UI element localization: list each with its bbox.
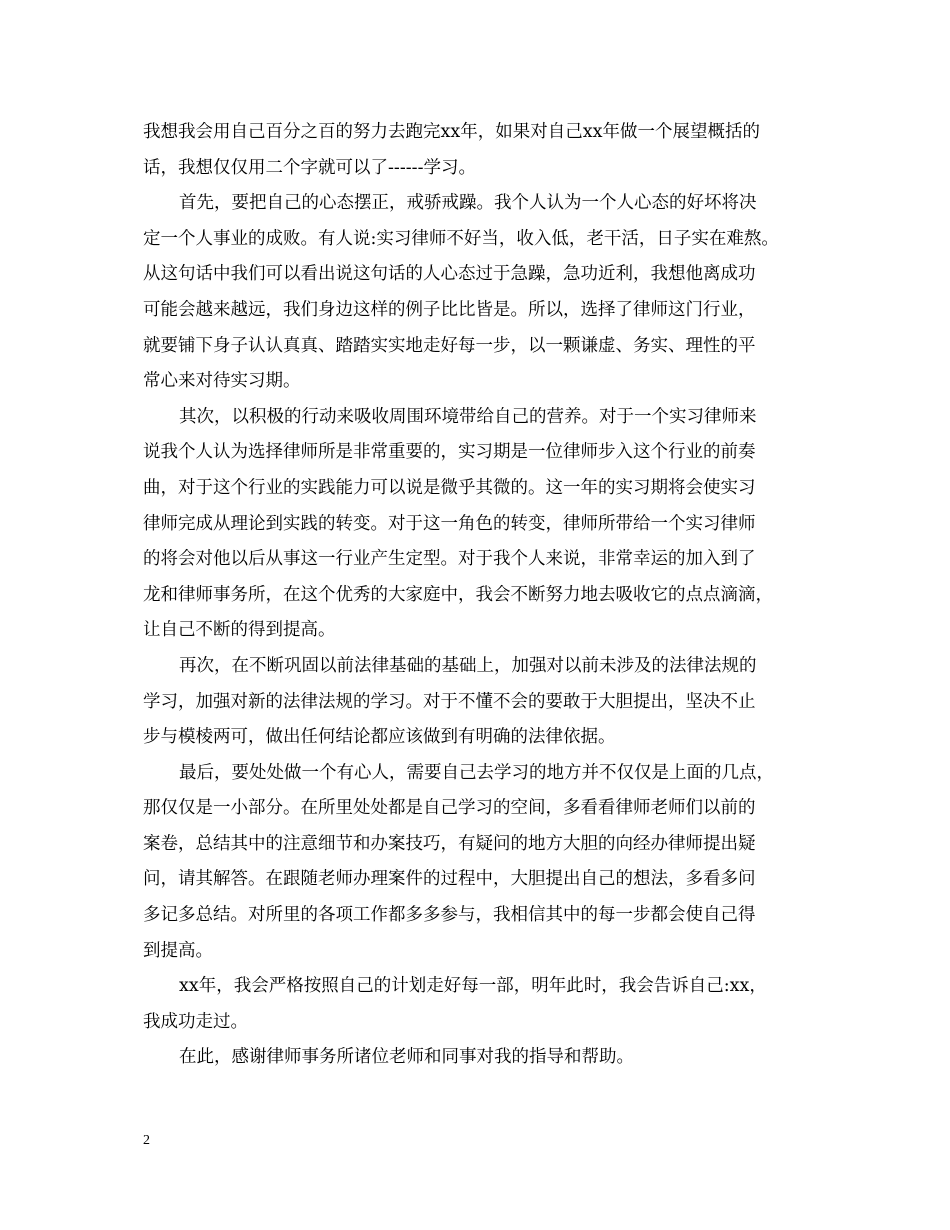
text-line-20: 那仅仅是一小部分。在所里处处都是自己学习的空间，多看看律师老师们以前的 (143, 798, 756, 819)
text-line-23: 多记多总结。对所里的各项工作都多多参与，我相信其中的每一步都会使自己得 (143, 905, 756, 926)
text-line-7: 就要铺下身子认认真真、踏踏实实地走好每一步，以一颗谦虚、务实、理性的平 (143, 335, 756, 356)
text-line-10: 说我个人认为选择律师所是非常重要的，实习期是一位律师步入这个行业的前奏 (143, 442, 756, 463)
text-line-18: 步与模棱两可，做出任何结论都应该做到有明确的法律依据。 (143, 727, 616, 748)
text-line-25: xx年，我会严格按照自己的计划走好每一部，明年此时，我会告诉自己:xx， (179, 976, 767, 997)
page-number: 2 (143, 1133, 150, 1148)
text-line-5: 从这句话中我们可以看出说这句话的人心态过于急躁，急功近利，我想他离成功 (143, 264, 756, 285)
text-line-9: 其次，以积极的行动来吸收周围环境带给自己的营养。对于一个实习律师来 (179, 406, 757, 427)
text-line-14: 龙和律师事务所，在这个优秀的大家庭中，我会不断努力地去吸收它的点点滴滴， (143, 584, 773, 605)
text-line-8: 常心来对待实习期。 (143, 371, 301, 392)
text-line-15: 让自己不断的得到提高。 (143, 620, 336, 641)
text-line-26: 我成功走过。 (143, 1011, 248, 1032)
text-line-21: 案卷，总结其中的注意细节和办案技巧，有疑问的地方大胆的向经办律师提出疑 (143, 833, 756, 854)
text-line-1: 我想我会用自己百分之百的努力去跑完xx年，如果对自己xx年做一个展望概括的 (143, 122, 760, 142)
text-line-17: 学习，加强对新的法律法规的学习。对于不懂不会的要敢于大胆提出，坚决不止 (143, 691, 756, 712)
text-line-4: 定一个人事业的成败。有人说:实习律师不好当，收入低，老干活，日子实在难熬。 (143, 228, 779, 249)
text-line-27: 在此，感谢律师事务所诸位老师和同事对我的指导和帮助。 (179, 1047, 634, 1068)
document-body (143, 115, 823, 1076)
text-line-19: 最后，要处处做一个有心人，需要自己去学习的地方并不仅仅是上面的几点， (179, 762, 774, 783)
text-line-13: 的将会对他以后从事这一行业产生定型。对于我个人来说，非常幸运的加入到了 (143, 549, 756, 570)
text-line-3: 首先，要把自己的心态摆正，戒骄戒躁。我个人认为一个人心态的好坏将决 (179, 193, 757, 214)
text-line-11: 曲，对于这个行业的实践能力可以说是微乎其微的。这一年的实习期将会使实习 (143, 477, 756, 498)
text-line-16: 再次，在不断巩固以前法律基础的基础上，加强对以前未涉及的法律法规的 (179, 655, 757, 676)
text-line-24: 到提高。 (143, 940, 213, 961)
text-line-12: 律师完成从理论到实践的转变。对于这一角色的转变，律师所带给一个实习律师 (143, 513, 756, 534)
text-line-22: 问，请其解答。在跟随老师办理案件的过程中，大胆提出自己的想法，多看多问 (143, 869, 756, 890)
text-line-2: 话，我想仅仅用二个字就可以了------学习。 (143, 157, 476, 178)
text-line-6: 可能会越来越远，我们身边这样的例子比比皆是。所以，选择了律师这门行业， (143, 299, 756, 320)
